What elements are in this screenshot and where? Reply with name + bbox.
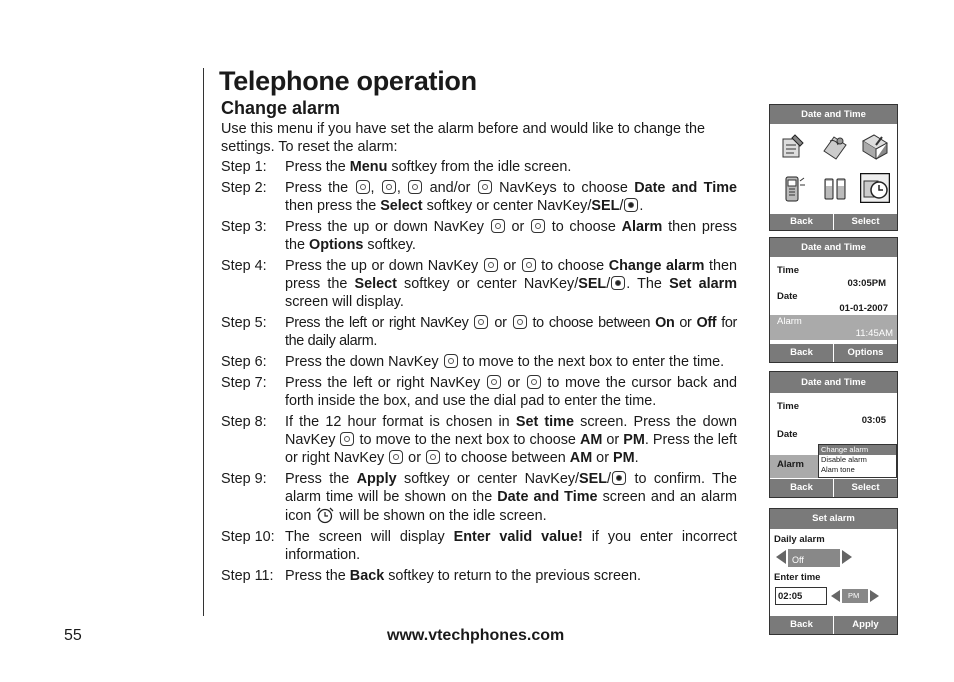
time-value: 03:05 [861, 415, 886, 426]
navkey-down-icon [382, 180, 396, 194]
navkey-right-icon [478, 180, 492, 194]
page-number: 55 [64, 627, 82, 644]
emphasis-text: PM [612, 450, 635, 466]
screen-title: Set alarm [770, 509, 897, 529]
navkey-up-icon [356, 180, 370, 194]
step-item [221, 158, 737, 176]
date-label: Date [777, 291, 798, 302]
time-label: Time [777, 265, 800, 276]
screen-title: Date and Time [770, 372, 897, 393]
back-softkey[interactable]: Back [770, 616, 833, 634]
notepad-icon[interactable] [778, 131, 808, 161]
step-item [221, 567, 737, 585]
options-popup [818, 444, 897, 478]
step-label: Step 3: [221, 219, 267, 235]
step-item [221, 528, 737, 564]
alarm-clock-icon [315, 506, 335, 524]
step-label: Step 9: [221, 471, 267, 487]
enter-time-label: Enter time [774, 572, 821, 583]
settings-icon[interactable] [860, 131, 890, 161]
emphasis-text: SEL [579, 471, 608, 487]
page-title: Telephone operation [219, 66, 477, 96]
step-item [221, 257, 737, 311]
step-text: Press the Apply softkey or center NavKey/SEL/ to confirm. The alarm time will be shown on the Date and Time screen and an alarm icon will be shown on the idle screen. [285, 471, 737, 524]
step-text: If the 12 hour format is chosen in Set time screen. Press the down NavKey to move to the next box to choose AM or PM. Press the left or right NavKey or to choose between AM or PM. [285, 414, 737, 466]
emphasis-text: Alarm [621, 219, 663, 235]
select-softkey[interactable]: Select [833, 214, 897, 230]
date-time-icon[interactable] [860, 173, 890, 203]
step-item [221, 353, 737, 371]
emphasis-text: Change alarm [608, 258, 705, 274]
daily-alarm-label: Daily alarm [774, 534, 825, 545]
alarm-row-highlight[interactable] [770, 455, 818, 478]
step-item [221, 314, 737, 350]
back-softkey[interactable]: Back [770, 344, 833, 362]
daily-alarm-selector[interactable] [788, 549, 840, 567]
step-text: Press the up or down NavKey or to choose Change alarm then press the Select softkey or center NavKey/SEL/ . The Set alarm screen will display. [285, 258, 738, 310]
step-text: Press the Back softkey to return to the previous screen. [285, 568, 641, 584]
navkey-left-icon [474, 315, 488, 329]
step-item [221, 413, 737, 467]
step-text: Press the Menu softkey from the idle screen. [285, 159, 572, 175]
apply-softkey[interactable]: Apply [833, 616, 897, 634]
step-text: Press the left or right NavKey or to choose between On or Off for the daily alarm. [285, 315, 737, 349]
time-value: 03:05PM [847, 278, 886, 289]
softkey-bar [770, 479, 897, 497]
screen-title: Date and Time [770, 238, 897, 257]
ampm-selector[interactable] [842, 589, 868, 603]
step-label: Step 2: [221, 180, 267, 196]
alarm-label: Alarm [777, 316, 802, 327]
step-label: Step 10: [221, 529, 275, 545]
right-arrow-icon[interactable] [869, 589, 880, 603]
navkey-right-icon [426, 450, 440, 464]
ampm-value: PM [848, 591, 860, 600]
date-label: Date [777, 429, 798, 440]
footer-url[interactable]: www.vtechphones.com [387, 627, 565, 644]
navkey-down-icon [444, 354, 458, 368]
alarm-value: 11:45AM [855, 328, 893, 339]
emphasis-text: Options [309, 237, 364, 253]
time-input-value: 02:05 [778, 591, 803, 602]
alarm-row-highlight[interactable] [770, 315, 897, 340]
step-text: The screen will display Enter valid value! if you enter incorrect information. [285, 529, 737, 563]
emphasis-text: Enter valid value! [453, 529, 583, 545]
phonebook-icon[interactable] [820, 131, 850, 161]
navkey-center-icon [624, 198, 638, 212]
softkey-bar [770, 344, 897, 362]
emphasis-text: Menu [349, 159, 388, 175]
navkey-down-icon [340, 432, 354, 446]
navkey-up-icon [484, 258, 498, 272]
navkey-left-icon [487, 375, 501, 389]
alarm-label: Alarm [777, 459, 804, 470]
section-title: Change alarm [221, 98, 341, 118]
select-softkey[interactable]: Select [833, 479, 897, 497]
step-label: Step 8: [221, 414, 267, 430]
margin-rule [203, 68, 204, 616]
intercom-icon[interactable] [820, 173, 850, 203]
steps-list [221, 158, 737, 588]
emphasis-text: Apply [356, 471, 397, 487]
emphasis-text: Date and Time [634, 180, 738, 196]
navkey-left-icon [408, 180, 422, 194]
menu-item-alarm-tone[interactable]: Alam tone [821, 465, 855, 474]
time-input[interactable] [775, 587, 827, 605]
back-softkey[interactable]: Back [770, 479, 833, 497]
emphasis-text: AM [569, 450, 593, 466]
softkey-bar [770, 214, 897, 230]
step-label: Step 6: [221, 354, 267, 370]
step-text: Press the , , and/or NavKeys to choose Date and Time then press the Select softkey or center NavKey/SEL/ . [285, 180, 738, 214]
step-label: Step 1: [221, 159, 267, 175]
emphasis-text: Select [380, 198, 423, 214]
step-label: Step 4: [221, 258, 267, 274]
emphasis-text: Select [354, 276, 397, 292]
step-text: Press the up or down NavKey or to choose Alarm then press the Options softkey. [285, 219, 738, 253]
date-value: 01-01-2007 [839, 303, 888, 314]
emphasis-text: SEL [591, 198, 620, 214]
emphasis-text: Off [696, 315, 717, 331]
step-label: Step 5: [221, 315, 267, 331]
menu-item-disable-alarm[interactable]: Disable alarm [821, 455, 867, 464]
screen-date-time [769, 237, 898, 363]
navkey-up-icon [491, 219, 505, 233]
navkey-center-icon [611, 276, 625, 290]
screen-date-time-menu [769, 104, 898, 231]
softkey-bar [770, 616, 897, 634]
handset-icon[interactable] [778, 173, 808, 203]
navkey-right-icon [513, 315, 527, 329]
emphasis-text: AM [579, 432, 603, 448]
emphasis-text: PM [623, 432, 645, 448]
step-item [221, 218, 737, 254]
emphasis-text: SEL [578, 276, 607, 292]
step-text: Press the left or right NavKey or to move the cursor back and forth inside the box, and use the dial pad to enter the time. [285, 375, 738, 409]
navkey-down-icon [522, 258, 536, 272]
left-arrow-icon[interactable] [775, 549, 787, 565]
daily-alarm-value: Off [792, 555, 804, 565]
navkey-left-icon [389, 450, 403, 464]
navkey-down-icon [531, 219, 545, 233]
emphasis-text: On [655, 315, 675, 331]
emphasis-text: Set time [515, 414, 574, 430]
emphasis-text: Date and Time [497, 489, 598, 505]
screen-set-alarm [769, 508, 898, 635]
step-label: Step 7: [221, 375, 267, 391]
step-label: Step 11: [221, 568, 274, 584]
emphasis-text: Back [349, 568, 385, 584]
step-text: Press the down NavKey to move to the next box to enter the time. [285, 354, 725, 370]
step-item [221, 470, 737, 525]
options-softkey[interactable]: Options [833, 344, 897, 362]
navkey-right-icon [527, 375, 541, 389]
screen-title: Date and Time [770, 105, 897, 124]
navkey-center-icon [612, 471, 626, 485]
menu-item-change-alarm[interactable]: Change alarm [819, 445, 896, 455]
time-label: Time [777, 401, 800, 412]
step-item [221, 374, 737, 410]
step-item [221, 179, 737, 215]
emphasis-text: Set alarm [669, 276, 737, 292]
intro-paragraph: Use this menu if you have set the alarm before and would like to change the settings. To reset the alarm: [221, 121, 705, 155]
right-arrow-icon[interactable] [841, 549, 853, 565]
left-arrow-icon[interactable] [830, 589, 841, 603]
back-softkey[interactable]: Back [770, 214, 833, 230]
screen-alarm-options [769, 371, 898, 498]
